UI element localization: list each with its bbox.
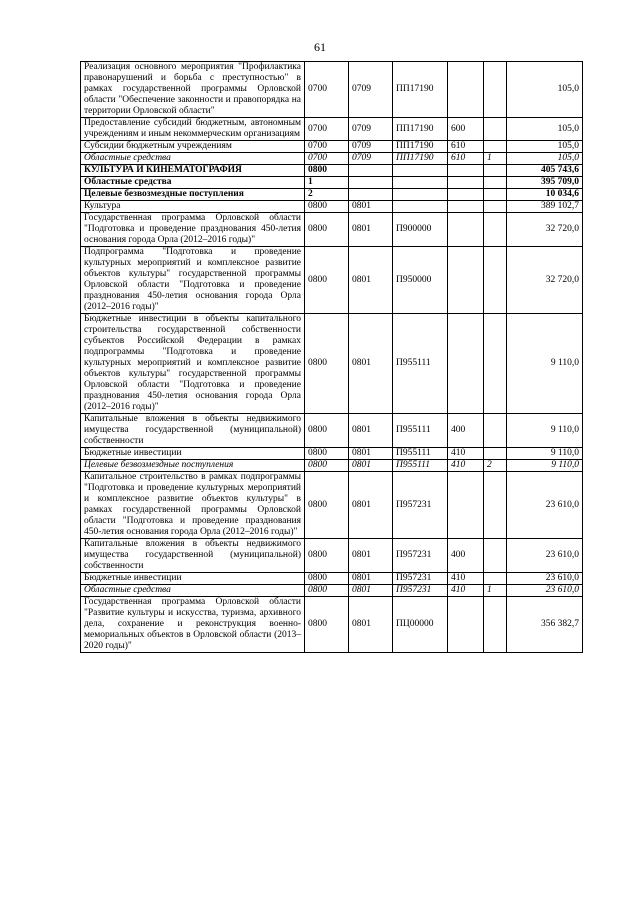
cell-amount: 10 034,6 [507,189,583,201]
cell-name: Областные средства [81,585,305,597]
cell-subsection: 0801 [349,314,393,414]
table-row [81,472,583,539]
cell-expense-type [448,189,484,201]
cell-expense-type [448,213,484,247]
cell-expense-type: 410 [448,573,484,585]
cell-funding-source: 1 [484,153,507,165]
cell-subsection: 0801 [349,585,393,597]
cell-name: КУЛЬТУРА И КИНЕМАТОГРАФИЯ [81,165,305,177]
cell-amount: 23 610,0 [507,539,583,573]
table-row [81,573,583,585]
cell-target-article: П950000 [393,247,448,314]
cell-funding-source [484,189,507,201]
cell-amount: 405 743,6 [507,165,583,177]
cell-expense-type: 410 [448,448,484,460]
cell-amount: 32 720,0 [507,213,583,247]
cell-name: Областные средства [81,177,305,189]
table-row [81,539,583,573]
cell-amount: 395 709,0 [507,177,583,189]
cell-name: Целевые безвозмездные поступления [81,189,305,201]
cell-expense-type: 400 [448,539,484,573]
cell-expense-type [448,472,484,539]
table-row [81,213,583,247]
table-row [81,247,583,314]
table-row [81,62,583,118]
page-number: 61 [314,40,326,54]
cell-subsection [349,165,393,177]
cell-funding-source [484,247,507,314]
cell-subsection: 0801 [349,573,393,585]
cell-subsection: 0801 [349,597,393,653]
cell-section: 0800 [305,539,349,573]
cell-expense-type [448,165,484,177]
cell-funding-source [484,165,507,177]
cell-section: 0800 [305,247,349,314]
cell-amount: 105,0 [507,141,583,153]
cell-subsection: 0801 [349,539,393,573]
cell-expense-type [448,62,484,118]
table-row [81,597,583,653]
cell-amount: 356 382,7 [507,597,583,653]
cell-section: 0800 [305,448,349,460]
cell-expense-type [448,247,484,314]
cell-target-article: ПЦ00000 [393,597,448,653]
cell-section: 0800 [305,472,349,539]
cell-target-article: П955111 [393,460,448,472]
cell-funding-source [484,414,507,448]
cell-target-article [393,189,448,201]
cell-target-article [393,165,448,177]
cell-subsection [349,177,393,189]
cell-section: 0800 [305,573,349,585]
cell-target-article: П900000 [393,213,448,247]
cell-section: 0700 [305,153,349,165]
cell-subsection: 0801 [349,213,393,247]
cell-target-article: П955111 [393,448,448,460]
cell-expense-type: 400 [448,414,484,448]
cell-name: Бюджетные инвестиции [81,448,305,460]
cell-expense-type: 610 [448,153,484,165]
cell-section: 0800 [305,585,349,597]
cell-funding-source [484,177,507,189]
cell-funding-source [484,213,507,247]
cell-subsection: 0801 [349,201,393,213]
cell-name: Государственная программа Орловской области "Подготовка и проведение празднования 450-летия основания города Орла (2012–2016 годы)" [81,213,305,247]
cell-expense-type [448,177,484,189]
cell-subsection [349,189,393,201]
table-row [81,118,583,141]
table-row [81,314,583,414]
cell-section: 0700 [305,62,349,118]
cell-name: Субсидии бюджетным учреждениям [81,141,305,153]
cell-amount: 9 110,0 [507,448,583,460]
cell-section: 0700 [305,118,349,141]
cell-expense-type: 610 [448,141,484,153]
table-row [81,448,583,460]
cell-name: Целевые безвозмездные поступления [81,460,305,472]
table-row [81,153,583,165]
cell-section: 0800 [305,597,349,653]
cell-subsection: 0709 [349,118,393,141]
cell-section: 1 [305,177,349,189]
table-row [81,177,583,189]
cell-name: Бюджетные инвестиции [81,573,305,585]
cell-amount: 32 720,0 [507,247,583,314]
cell-funding-source: 2 [484,460,507,472]
cell-amount: 23 610,0 [507,472,583,539]
cell-name: Государственная программа Орловской области "Развитие культуры и искусства, туризма, архивного дела, сохранение и реконструкция военно-мемориальных объектов в Орловской области (2013–2020 годы)" [81,597,305,653]
cell-section: 0800 [305,414,349,448]
budget-table [80,61,583,653]
cell-funding-source [484,597,507,653]
cell-name: Капитальные вложения в объекты недвижимого имущества государственной (муниципальной) собственности [81,414,305,448]
cell-section: 0700 [305,141,349,153]
cell-expense-type: 600 [448,118,484,141]
cell-amount: 105,0 [507,153,583,165]
cell-section: 2 [305,189,349,201]
cell-amount: 9 110,0 [507,414,583,448]
table-row [81,201,583,213]
cell-funding-source [484,141,507,153]
cell-target-article [393,177,448,189]
cell-name: Подпрограмма "Подготовка и проведение культурных мероприятий и комплексное развитие объектов культуры" государственной программы Орловской области "Подготовка и проведение празднования 450-летия основания города Орла (2012–2016 годы)" [81,247,305,314]
cell-amount: 389 102,7 [507,201,583,213]
cell-subsection: 0709 [349,153,393,165]
cell-name: Бюджетные инвестиции в объекты капитального строительства государственной собственности субъектов Российской Федерации в рамках подпрограммы "Подготовка и проведение культурных мероприятий и комплексное развитие объектов культуры" государственной программы Орловской области "Подготовка и проведение празднования 450-летия основания города Орла (2012–2016 годы)" [81,314,305,414]
cell-subsection: 0709 [349,141,393,153]
cell-name: Капитальное строительство в рамках подпрограммы "Подготовка и проведение культурных мероприятий и комплексное развитие объектов культуры" в рамках государственной программы Орловской области "Подготовка и проведение празднования 450-летия основания города Орла (2012–2016 годы)" [81,472,305,539]
cell-section: 0800 [305,213,349,247]
cell-target-article: П957231 [393,573,448,585]
cell-target-article [393,201,448,213]
cell-funding-source: 1 [484,585,507,597]
cell-funding-source [484,201,507,213]
table-row [81,460,583,472]
cell-name: Капитальные вложения в объекты недвижимого имущества государственной (муниципальной) собственности [81,539,305,573]
cell-name: Реализация основного мероприятия "Профилактика правонарушений и борьба с преступностью" в рамках государственной программы Орловской области "Обеспечение законности и правопорядка на территории Орловской области" [81,62,305,118]
cell-target-article: П955111 [393,314,448,414]
cell-target-article: П957231 [393,585,448,597]
cell-funding-source [484,62,507,118]
cell-section: 0800 [305,314,349,414]
cell-subsection: 0801 [349,414,393,448]
cell-amount: 9 110,0 [507,314,583,414]
cell-amount: 105,0 [507,118,583,141]
table-row [81,189,583,201]
cell-subsection: 0801 [349,472,393,539]
cell-expense-type [448,597,484,653]
cell-funding-source [484,573,507,585]
cell-expense-type: 410 [448,460,484,472]
table-row [81,585,583,597]
cell-section: 0800 [305,165,349,177]
cell-target-article: ПП17190 [393,62,448,118]
cell-name: Областные средства [81,153,305,165]
cell-amount: 23 610,0 [507,585,583,597]
table-row [81,165,583,177]
cell-amount: 23 610,0 [507,573,583,585]
cell-target-article: ПП17190 [393,141,448,153]
cell-expense-type [448,314,484,414]
table-row [81,414,583,448]
cell-funding-source [484,448,507,460]
cell-subsection: 0801 [349,460,393,472]
cell-expense-type [448,201,484,213]
cell-funding-source [484,472,507,539]
cell-target-article: П955111 [393,414,448,448]
cell-amount: 105,0 [507,62,583,118]
cell-expense-type: 410 [448,585,484,597]
cell-funding-source [484,539,507,573]
cell-target-article: П957231 [393,539,448,573]
table-row [81,141,583,153]
cell-amount: 9 110,0 [507,460,583,472]
cell-target-article: П957231 [393,472,448,539]
cell-section: 0800 [305,201,349,213]
cell-funding-source [484,314,507,414]
cell-subsection: 0801 [349,448,393,460]
cell-name: Предоставление субсидий бюджетным, автономным учреждениям и иным некоммерческим организациям [81,118,305,141]
budget-table-body [81,62,583,653]
cell-funding-source [484,118,507,141]
cell-subsection: 0709 [349,62,393,118]
cell-subsection: 0801 [349,247,393,314]
cell-name: Культура [81,201,305,213]
cell-section: 0800 [305,460,349,472]
cell-target-article: ПП17190 [393,118,448,141]
cell-target-article: ПП17190 [393,153,448,165]
